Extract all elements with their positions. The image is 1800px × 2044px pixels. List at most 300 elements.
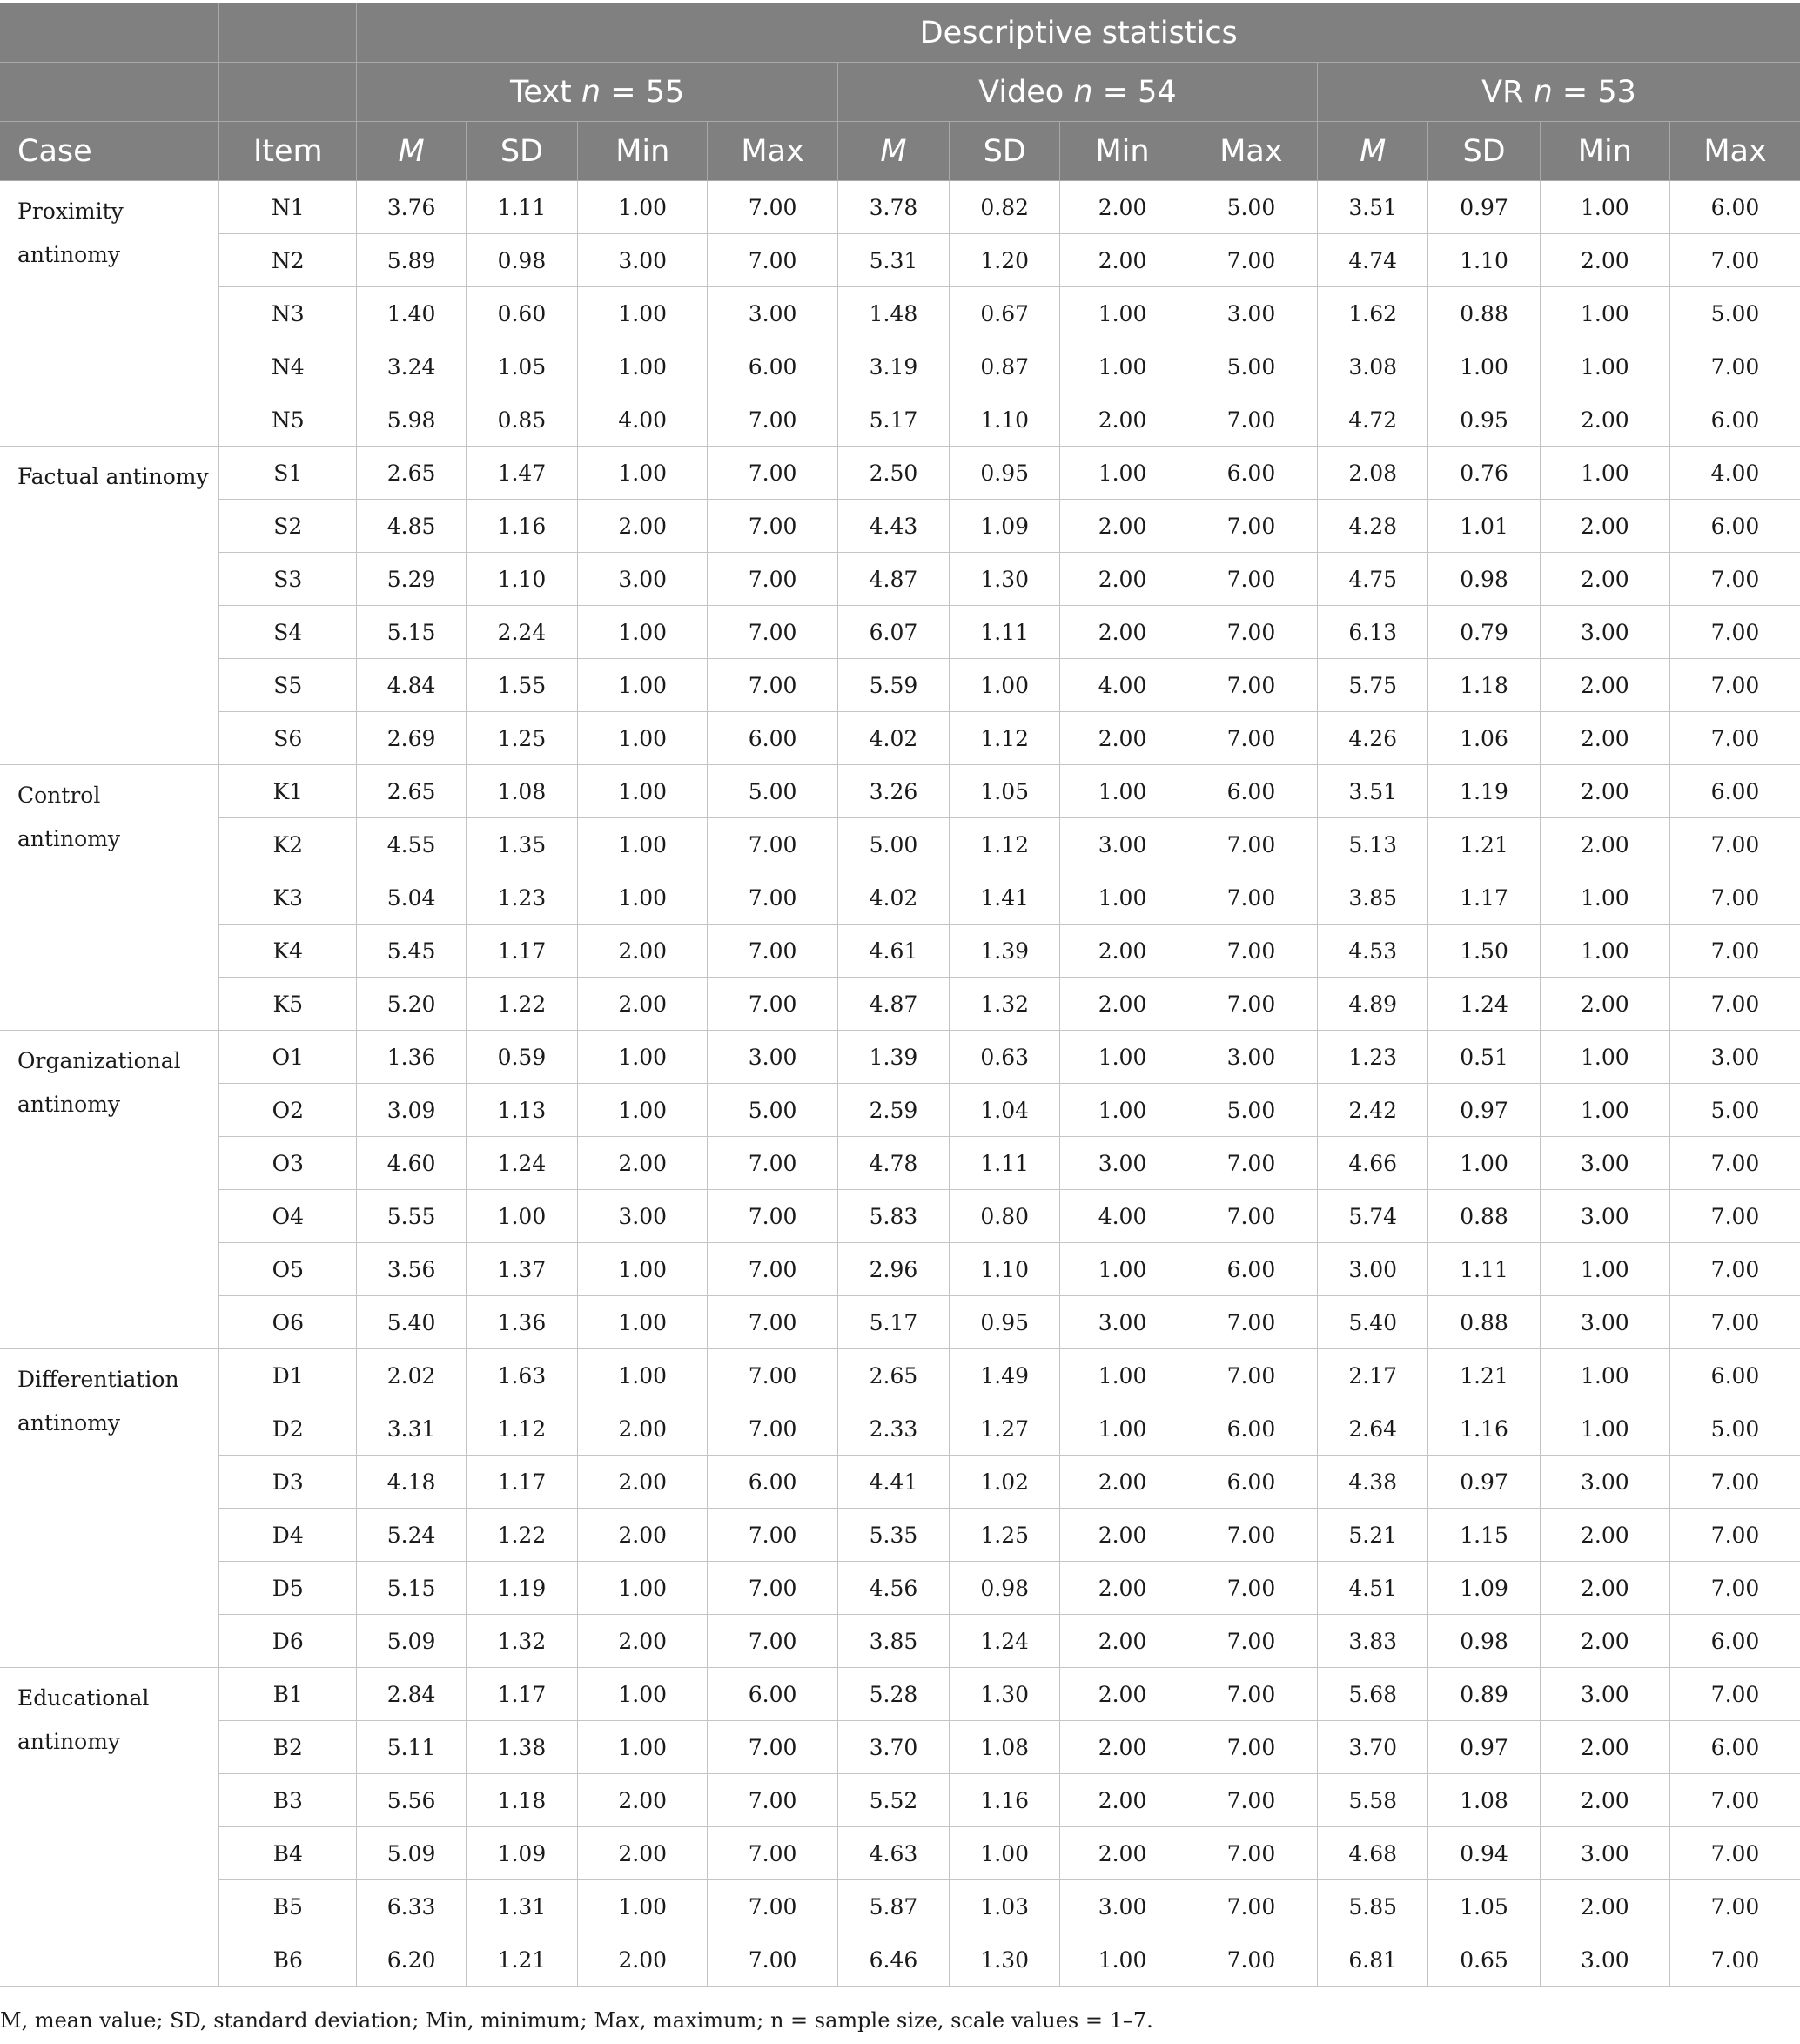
stat-cell: 2.00 bbox=[1060, 1562, 1185, 1615]
stat-cell: 3.00 bbox=[1060, 1296, 1185, 1349]
stat-cell: 5.74 bbox=[1318, 1190, 1428, 1243]
stat-cell: 2.00 bbox=[1060, 1668, 1185, 1721]
item-code: O1 bbox=[219, 1031, 357, 1084]
header-spacer-item-2 bbox=[219, 63, 357, 122]
stat-cell: 7.00 bbox=[708, 181, 837, 234]
stat-cell: 1.00 bbox=[1060, 1933, 1185, 1987]
stat-cell: 1.00 bbox=[1540, 1402, 1669, 1456]
stat-cell: 7.00 bbox=[1185, 1349, 1317, 1402]
stat-cell: 1.22 bbox=[466, 1509, 577, 1562]
stat-cell: 5.45 bbox=[357, 925, 466, 978]
stat-cell: 6.00 bbox=[1185, 1402, 1317, 1456]
stat-cell: 7.00 bbox=[708, 1402, 837, 1456]
case-label: Factual antinomy bbox=[0, 447, 219, 765]
item-code: D4 bbox=[219, 1509, 357, 1562]
stat-cell: 1.38 bbox=[466, 1721, 577, 1774]
stat-cell: 1.11 bbox=[1428, 1243, 1540, 1296]
stat-cell: 3.08 bbox=[1318, 340, 1428, 393]
stat-cell: 7.00 bbox=[1670, 1243, 1800, 1296]
table-row bbox=[0, 1243, 1800, 1296]
table-footnote: M, mean value; SD, standard deviation; Min, minimum; Max, maximum; n = sample size, scale values = 1–7. bbox=[0, 2008, 1153, 2033]
stat-cell: 1.03 bbox=[950, 1880, 1060, 1933]
stat-cell: 3.56 bbox=[357, 1243, 466, 1296]
stat-cell: 7.00 bbox=[1185, 1880, 1317, 1933]
stat-cell: 0.60 bbox=[466, 287, 577, 340]
item-code: S6 bbox=[219, 712, 357, 765]
stat-cell: 7.00 bbox=[708, 871, 837, 925]
stat-cell: 6.46 bbox=[837, 1933, 949, 1987]
stat-cell: 7.00 bbox=[708, 1827, 837, 1880]
table-row bbox=[0, 659, 1800, 712]
column-header-min: Min bbox=[578, 122, 708, 181]
stat-cell: 4.74 bbox=[1318, 234, 1428, 287]
stat-cell: 4.38 bbox=[1318, 1456, 1428, 1509]
stat-cell: 7.00 bbox=[1185, 1137, 1317, 1190]
stat-cell: 0.89 bbox=[1428, 1668, 1540, 1721]
stat-cell: 1.21 bbox=[466, 1933, 577, 1987]
stat-cell: 5.24 bbox=[357, 1509, 466, 1562]
stat-cell: 1.32 bbox=[466, 1615, 577, 1668]
stat-cell: 4.55 bbox=[357, 818, 466, 871]
table-row bbox=[0, 1880, 1800, 1933]
stat-cell: 2.00 bbox=[1060, 1774, 1185, 1827]
stat-cell: 1.11 bbox=[950, 1137, 1060, 1190]
stat-cell: 7.00 bbox=[1185, 1827, 1317, 1880]
stat-cell: 6.00 bbox=[1185, 765, 1317, 818]
stat-cell: 7.00 bbox=[1670, 1137, 1800, 1190]
stat-cell: 2.59 bbox=[837, 1084, 949, 1137]
stat-cell: 7.00 bbox=[1185, 871, 1317, 925]
stat-cell: 3.00 bbox=[1540, 1456, 1669, 1509]
stat-cell: 5.00 bbox=[708, 765, 837, 818]
stat-cell: 0.95 bbox=[950, 447, 1060, 500]
stat-cell: 7.00 bbox=[708, 925, 837, 978]
case-label: Organizational antinomy bbox=[0, 1031, 219, 1349]
stat-cell: 5.13 bbox=[1318, 818, 1428, 871]
stat-cell: 1.00 bbox=[578, 1880, 708, 1933]
item-code: D6 bbox=[219, 1615, 357, 1668]
stat-cell: 4.68 bbox=[1318, 1827, 1428, 1880]
stat-cell: 1.00 bbox=[578, 765, 708, 818]
item-code: B4 bbox=[219, 1827, 357, 1880]
stat-cell: 5.00 bbox=[1185, 181, 1317, 234]
stat-cell: 3.31 bbox=[357, 1402, 466, 1456]
stat-cell: 6.00 bbox=[1670, 1721, 1800, 1774]
stat-cell: 7.00 bbox=[1670, 1827, 1800, 1880]
table-row bbox=[0, 553, 1800, 606]
stat-cell: 1.00 bbox=[1540, 447, 1669, 500]
case-label: Differentiation antinomy bbox=[0, 1349, 219, 1668]
stat-cell: 0.65 bbox=[1428, 1933, 1540, 1987]
table-row bbox=[0, 1456, 1800, 1509]
stat-cell: 1.21 bbox=[1428, 818, 1540, 871]
stat-cell: 1.31 bbox=[466, 1880, 577, 1933]
stat-cell: 5.00 bbox=[708, 1084, 837, 1137]
header-row-title bbox=[0, 3, 1800, 63]
stat-cell: 7.00 bbox=[708, 1721, 837, 1774]
stat-cell: 7.00 bbox=[708, 978, 837, 1031]
stat-cell: 7.00 bbox=[708, 659, 837, 712]
stat-cell: 6.00 bbox=[708, 712, 837, 765]
stat-cell: 3.00 bbox=[1540, 1137, 1669, 1190]
table-title: Descriptive statistics bbox=[357, 3, 1800, 63]
stat-cell: 1.10 bbox=[466, 553, 577, 606]
stat-cell: 6.00 bbox=[1185, 1456, 1317, 1509]
stat-cell: 3.09 bbox=[357, 1084, 466, 1137]
stat-cell: 1.09 bbox=[950, 500, 1060, 553]
stat-cell: 2.00 bbox=[1540, 978, 1669, 1031]
item-code: B6 bbox=[219, 1933, 357, 1987]
stat-cell: 1.00 bbox=[1060, 1084, 1185, 1137]
stat-cell: 2.00 bbox=[1060, 1615, 1185, 1668]
stat-cell: 4.75 bbox=[1318, 553, 1428, 606]
stat-cell: 4.56 bbox=[837, 1562, 949, 1615]
table-row bbox=[0, 393, 1800, 447]
stat-cell: 1.08 bbox=[466, 765, 577, 818]
item-code: S1 bbox=[219, 447, 357, 500]
stat-cell: 7.00 bbox=[1670, 871, 1800, 925]
case-label: Educational antinomy bbox=[0, 1668, 219, 1987]
stat-cell: 2.00 bbox=[1060, 1827, 1185, 1880]
stat-cell: 1.00 bbox=[466, 1190, 577, 1243]
stat-cell: 1.39 bbox=[950, 925, 1060, 978]
item-code: N2 bbox=[219, 234, 357, 287]
stat-cell: 4.28 bbox=[1318, 500, 1428, 553]
stat-cell: 7.00 bbox=[708, 1243, 837, 1296]
stat-cell: 1.62 bbox=[1318, 287, 1428, 340]
stat-cell: 3.00 bbox=[1318, 1243, 1428, 1296]
stat-cell: 5.87 bbox=[837, 1880, 949, 1933]
stat-cell: 2.00 bbox=[1540, 1615, 1669, 1668]
stat-cell: 1.12 bbox=[950, 818, 1060, 871]
stat-cell: 7.00 bbox=[708, 1774, 837, 1827]
stat-cell: 1.00 bbox=[950, 659, 1060, 712]
stat-cell: 1.18 bbox=[466, 1774, 577, 1827]
stat-cell: 7.00 bbox=[1670, 1456, 1800, 1509]
stat-cell: 7.00 bbox=[1185, 234, 1317, 287]
stat-cell: 0.87 bbox=[950, 340, 1060, 393]
table-row bbox=[0, 1933, 1800, 1987]
stat-cell: 5.75 bbox=[1318, 659, 1428, 712]
stat-cell: 1.00 bbox=[1540, 1084, 1669, 1137]
stat-cell: 5.68 bbox=[1318, 1668, 1428, 1721]
stat-cell: 1.16 bbox=[950, 1774, 1060, 1827]
stat-cell: 3.85 bbox=[1318, 871, 1428, 925]
stat-cell: 2.64 bbox=[1318, 1402, 1428, 1456]
stat-cell: 5.09 bbox=[357, 1615, 466, 1668]
stat-cell: 6.13 bbox=[1318, 606, 1428, 659]
stat-cell: 6.00 bbox=[1670, 1349, 1800, 1402]
stat-cell: 4.00 bbox=[1060, 1190, 1185, 1243]
table-row bbox=[0, 447, 1800, 500]
column-header-min: Min bbox=[1540, 122, 1669, 181]
stat-cell: 2.65 bbox=[357, 447, 466, 500]
stat-cell: 3.00 bbox=[1060, 1880, 1185, 1933]
stat-cell: 5.98 bbox=[357, 393, 466, 447]
stat-cell: 1.30 bbox=[950, 553, 1060, 606]
stat-cell: 4.66 bbox=[1318, 1137, 1428, 1190]
stat-cell: 1.02 bbox=[950, 1456, 1060, 1509]
stat-cell: 1.11 bbox=[466, 181, 577, 234]
stat-cell: 1.01 bbox=[1428, 500, 1540, 553]
stat-cell: 4.02 bbox=[837, 712, 949, 765]
stat-cell: 3.51 bbox=[1318, 181, 1428, 234]
stat-cell: 1.00 bbox=[1060, 1402, 1185, 1456]
stat-cell: 1.00 bbox=[578, 1562, 708, 1615]
stat-cell: 1.00 bbox=[1540, 871, 1669, 925]
stat-cell: 5.58 bbox=[1318, 1774, 1428, 1827]
stat-cell: 7.00 bbox=[708, 447, 837, 500]
stat-cell: 5.21 bbox=[1318, 1509, 1428, 1562]
item-code: N3 bbox=[219, 287, 357, 340]
stat-cell: 0.80 bbox=[950, 1190, 1060, 1243]
stat-cell: 0.79 bbox=[1428, 606, 1540, 659]
stat-cell: 2.02 bbox=[357, 1349, 466, 1402]
stat-cell: 1.17 bbox=[466, 925, 577, 978]
stat-cell: 5.40 bbox=[1318, 1296, 1428, 1349]
item-code: K2 bbox=[219, 818, 357, 871]
stat-cell: 7.00 bbox=[1185, 712, 1317, 765]
stat-cell: 4.78 bbox=[837, 1137, 949, 1190]
stat-cell: 5.89 bbox=[357, 234, 466, 287]
table-row bbox=[0, 1721, 1800, 1774]
table-row bbox=[0, 1296, 1800, 1349]
stat-cell: 7.00 bbox=[1670, 659, 1800, 712]
stat-cell: 1.19 bbox=[466, 1562, 577, 1615]
stat-cell: 1.55 bbox=[466, 659, 577, 712]
stat-cell: 1.10 bbox=[950, 1243, 1060, 1296]
case-label: Proximity antinomy bbox=[0, 181, 219, 447]
stat-cell: 7.00 bbox=[1185, 1190, 1317, 1243]
stat-cell: 1.25 bbox=[466, 712, 577, 765]
item-code: D3 bbox=[219, 1456, 357, 1509]
stat-cell: 6.00 bbox=[708, 1456, 837, 1509]
stat-cell: 2.00 bbox=[578, 1402, 708, 1456]
stat-cell: 0.97 bbox=[1428, 181, 1540, 234]
stat-cell: 2.00 bbox=[1060, 500, 1185, 553]
stat-cell: 7.00 bbox=[1670, 1774, 1800, 1827]
stat-cell: 2.00 bbox=[578, 1137, 708, 1190]
stat-cell: 4.53 bbox=[1318, 925, 1428, 978]
stat-cell: 1.00 bbox=[578, 818, 708, 871]
stat-cell: 2.00 bbox=[1060, 553, 1185, 606]
stat-cell: 0.94 bbox=[1428, 1827, 1540, 1880]
stat-cell: 2.00 bbox=[1060, 1456, 1185, 1509]
stat-cell: 2.00 bbox=[1060, 393, 1185, 447]
column-header-sd: SD bbox=[466, 122, 577, 181]
stat-cell: 2.65 bbox=[837, 1349, 949, 1402]
stat-cell: 2.00 bbox=[1060, 1509, 1185, 1562]
stat-cell: 3.00 bbox=[708, 287, 837, 340]
header-row-groups bbox=[0, 63, 1800, 122]
stat-cell: 3.78 bbox=[837, 181, 949, 234]
stat-cell: 4.00 bbox=[1670, 447, 1800, 500]
table-row bbox=[0, 181, 1800, 234]
stat-cell: 1.19 bbox=[1428, 765, 1540, 818]
item-code: O3 bbox=[219, 1137, 357, 1190]
stat-cell: 4.26 bbox=[1318, 712, 1428, 765]
stat-cell: 2.00 bbox=[578, 1827, 708, 1880]
stat-cell: 1.25 bbox=[950, 1509, 1060, 1562]
stat-cell: 1.05 bbox=[1428, 1880, 1540, 1933]
table-row bbox=[0, 818, 1800, 871]
stat-cell: 2.00 bbox=[1060, 606, 1185, 659]
stat-cell: 1.00 bbox=[1428, 340, 1540, 393]
stat-cell: 3.00 bbox=[708, 1031, 837, 1084]
stat-cell: 1.37 bbox=[466, 1243, 577, 1296]
stat-cell: 0.85 bbox=[466, 393, 577, 447]
stat-cell: 3.00 bbox=[578, 1190, 708, 1243]
stat-cell: 7.00 bbox=[1185, 1668, 1317, 1721]
table-row bbox=[0, 1774, 1800, 1827]
stat-cell: 1.00 bbox=[578, 1668, 708, 1721]
header-spacer-item bbox=[219, 3, 357, 63]
stat-cell: 1.35 bbox=[466, 818, 577, 871]
stat-cell: 4.00 bbox=[1060, 659, 1185, 712]
stat-cell: 7.00 bbox=[708, 393, 837, 447]
stat-cell: 5.04 bbox=[357, 871, 466, 925]
stat-cell: 7.00 bbox=[1670, 340, 1800, 393]
stat-cell: 7.00 bbox=[1185, 393, 1317, 447]
stat-cell: 7.00 bbox=[1670, 978, 1800, 1031]
stat-cell: 3.00 bbox=[1540, 1827, 1669, 1880]
stat-cell: 6.00 bbox=[708, 1668, 837, 1721]
stat-cell: 7.00 bbox=[708, 1933, 837, 1987]
stat-cell: 2.00 bbox=[578, 1774, 708, 1827]
stat-cell: 7.00 bbox=[1670, 1880, 1800, 1933]
stat-cell: 3.19 bbox=[837, 340, 949, 393]
stat-cell: 2.00 bbox=[1060, 978, 1185, 1031]
stat-cell: 5.00 bbox=[1670, 1402, 1800, 1456]
stat-cell: 7.00 bbox=[1670, 1296, 1800, 1349]
stat-cell: 1.00 bbox=[578, 447, 708, 500]
stat-cell: 3.85 bbox=[837, 1615, 949, 1668]
table-row bbox=[0, 1031, 1800, 1084]
stat-cell: 7.00 bbox=[1185, 818, 1317, 871]
stat-cell: 1.00 bbox=[578, 1296, 708, 1349]
stat-cell: 1.00 bbox=[578, 340, 708, 393]
stat-cell: 3.00 bbox=[1060, 1137, 1185, 1190]
stat-cell: 7.00 bbox=[1670, 1668, 1800, 1721]
stat-cell: 6.00 bbox=[1670, 765, 1800, 818]
stat-cell: 7.00 bbox=[708, 606, 837, 659]
stat-cell: 4.87 bbox=[837, 978, 949, 1031]
stat-cell: 1.00 bbox=[578, 606, 708, 659]
stat-cell: 1.24 bbox=[1428, 978, 1540, 1031]
stat-cell: 5.31 bbox=[837, 234, 949, 287]
stat-cell: 2.17 bbox=[1318, 1349, 1428, 1402]
stat-cell: 2.00 bbox=[1540, 553, 1669, 606]
stat-cell: 5.15 bbox=[357, 606, 466, 659]
stat-cell: 4.41 bbox=[837, 1456, 949, 1509]
stat-cell: 3.24 bbox=[357, 340, 466, 393]
stat-cell: 0.63 bbox=[950, 1031, 1060, 1084]
stat-cell: 7.00 bbox=[708, 1880, 837, 1933]
item-code: K1 bbox=[219, 765, 357, 818]
stat-cell: 3.00 bbox=[1540, 1190, 1669, 1243]
stat-cell: 1.00 bbox=[1060, 871, 1185, 925]
stat-cell: 7.00 bbox=[1185, 553, 1317, 606]
stat-cell: 1.00 bbox=[1540, 340, 1669, 393]
stat-cell: 2.00 bbox=[1060, 712, 1185, 765]
item-code: B1 bbox=[219, 1668, 357, 1721]
case-label: Control antinomy bbox=[0, 765, 219, 1031]
stat-cell: 1.32 bbox=[950, 978, 1060, 1031]
table-row bbox=[0, 1190, 1800, 1243]
stat-cell: 4.60 bbox=[357, 1137, 466, 1190]
table-row bbox=[0, 1668, 1800, 1721]
stat-cell: 3.00 bbox=[1185, 287, 1317, 340]
stat-cell: 3.76 bbox=[357, 181, 466, 234]
stat-cell: 7.00 bbox=[1185, 978, 1317, 1031]
stat-cell: 4.89 bbox=[1318, 978, 1428, 1031]
stat-cell: 5.55 bbox=[357, 1190, 466, 1243]
stat-cell: 2.00 bbox=[578, 925, 708, 978]
stat-cell: 2.65 bbox=[357, 765, 466, 818]
stat-cell: 2.00 bbox=[578, 500, 708, 553]
stat-cell: 7.00 bbox=[708, 818, 837, 871]
stat-cell: 1.00 bbox=[578, 181, 708, 234]
stat-cell: 2.00 bbox=[578, 978, 708, 1031]
stat-cell: 0.88 bbox=[1428, 1190, 1540, 1243]
stat-cell: 7.00 bbox=[1185, 1933, 1317, 1987]
stat-cell: 5.59 bbox=[837, 659, 949, 712]
stat-cell: 1.00 bbox=[1540, 181, 1669, 234]
item-code: N5 bbox=[219, 393, 357, 447]
stat-cell: 3.00 bbox=[1670, 1031, 1800, 1084]
table-row bbox=[0, 1137, 1800, 1190]
stat-cell: 1.00 bbox=[1060, 765, 1185, 818]
stat-cell: 2.00 bbox=[1540, 393, 1669, 447]
stat-cell: 6.00 bbox=[1670, 500, 1800, 553]
item-code: B2 bbox=[219, 1721, 357, 1774]
stat-cell: 2.00 bbox=[1540, 234, 1669, 287]
column-header-case: Case bbox=[0, 122, 219, 181]
stat-cell: 1.00 bbox=[1540, 1349, 1669, 1402]
stat-cell: 5.17 bbox=[837, 393, 949, 447]
stat-cell: 5.00 bbox=[1670, 287, 1800, 340]
stat-cell: 7.00 bbox=[708, 500, 837, 553]
stat-cell: 1.04 bbox=[950, 1084, 1060, 1137]
stat-cell: 1.00 bbox=[1428, 1137, 1540, 1190]
stat-cell: 5.09 bbox=[357, 1827, 466, 1880]
item-code: K5 bbox=[219, 978, 357, 1031]
stat-cell: 1.10 bbox=[1428, 234, 1540, 287]
stat-cell: 6.81 bbox=[1318, 1933, 1428, 1987]
stat-cell: 1.00 bbox=[578, 1084, 708, 1137]
stat-cell: 2.24 bbox=[466, 606, 577, 659]
stat-cell: 1.30 bbox=[950, 1668, 1060, 1721]
stat-cell: 2.00 bbox=[1540, 659, 1669, 712]
stat-cell: 7.00 bbox=[1670, 1509, 1800, 1562]
item-code: D1 bbox=[219, 1349, 357, 1402]
stat-cell: 4.87 bbox=[837, 553, 949, 606]
stat-cell: 3.83 bbox=[1318, 1615, 1428, 1668]
stat-cell: 1.00 bbox=[1540, 925, 1669, 978]
stat-cell: 5.52 bbox=[837, 1774, 949, 1827]
item-code: S4 bbox=[219, 606, 357, 659]
stat-cell: 3.70 bbox=[837, 1721, 949, 1774]
stat-cell: 1.05 bbox=[466, 340, 577, 393]
stat-cell: 7.00 bbox=[1185, 1296, 1317, 1349]
stat-cell: 6.07 bbox=[837, 606, 949, 659]
stat-cell: 1.00 bbox=[578, 659, 708, 712]
column-header-min: Min bbox=[1060, 122, 1185, 181]
stat-cell: 3.00 bbox=[1540, 1296, 1669, 1349]
item-code: O6 bbox=[219, 1296, 357, 1349]
table-row bbox=[0, 925, 1800, 978]
stat-cell: 0.95 bbox=[950, 1296, 1060, 1349]
